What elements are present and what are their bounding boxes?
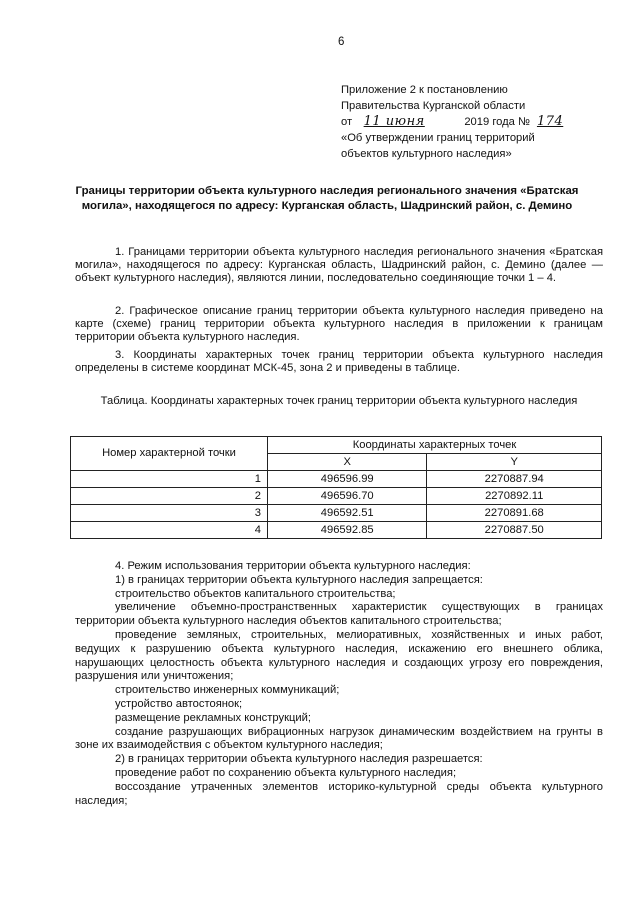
paragraph-3 [75, 349, 603, 375]
handwritten-number: 174 [536, 114, 564, 129]
coord-y: 2270887.50 [427, 522, 602, 539]
appendix-header [341, 82, 626, 162]
list-item: размещение рекламных конструкций; [115, 711, 311, 724]
list-item: строительство инженерных коммуникаций; [115, 684, 340, 697]
point-number: 3 [71, 505, 268, 522]
appendix-line-1: Приложение 2 к постановлению [341, 84, 508, 96]
coord-x: 496596.99 [268, 471, 427, 488]
paragraph-2 [75, 305, 603, 344]
point-number: 4 [71, 522, 268, 539]
coord-y: 2270887.94 [427, 471, 602, 488]
header-x: X [268, 454, 427, 471]
appendix-line-4: «Об утверждении границ территорий [341, 132, 535, 144]
header-y: Y [427, 454, 602, 471]
list-item: увеличение объемно-пространственных характеристик существующих в границах территории объекта культурного наследия объектов капитального строительства; [75, 601, 603, 628]
appendix-date-line [341, 114, 626, 130]
header-coordinates: Координаты характерных точек [268, 437, 602, 454]
list-item: создание разрушающих вибрационных нагрузок динамическим воздействием на грунты в зоне их взаимодействия с объектом культурного наследия; [75, 725, 603, 752]
coord-x: 496592.51 [268, 505, 427, 522]
coordinates-table [70, 436, 602, 539]
coord-x: 496596.70 [268, 488, 427, 505]
header-point-number: Номер характерной точки [71, 437, 268, 471]
list-item: проведение работ по сохранению объекта культурного наследия; [115, 766, 457, 779]
coord-y: 2270891.68 [427, 505, 602, 522]
point-number: 1 [71, 471, 268, 488]
table-row [71, 488, 602, 505]
table-row [71, 522, 602, 539]
regime-allowed-heading: 2) в границах территории объекта культурного наследия разрешается: [115, 753, 483, 766]
table-caption: Таблица. Координаты характерных точек границ территории объекта культурного наследия [100, 395, 578, 407]
paragraph-2-text: 2. Графическое описание границ территории объекта культурного наследия приведено на карте (схеме) границ территории объекта культурного наследия в приложении к границам территории объекта культурного наследия. [75, 305, 603, 343]
coord-x: 496592.85 [268, 522, 427, 539]
coord-y: 2270892.11 [427, 488, 602, 505]
appendix-line-5: объектов культурного наследия» [341, 148, 512, 160]
document-title: Границы территории объекта культурного наследия регионального значения «Братская могила», находящегося по адресу: Курганская область, Шадринский район, с. Демино [75, 185, 579, 212]
point-number: 2 [71, 488, 268, 505]
list-item: строительство объектов капитального строительства; [115, 587, 396, 600]
list-item: устройство автостоянок; [115, 697, 243, 710]
list-item: проведение земляных, строительных, мелиоративных, хозяйственных и иных работ, ведущих к разрушению объекта культурного наследия, искажению его внешнего облика, нарушающих целостность объекта культурного наследия и создающих угрозу его повреждения, разрушения или уничтожения; [75, 628, 603, 683]
paragraph-1-text: 1. Границами территории объекта культурного наследия регионального значения «Братская могила», находящегося по адресу: Курганская область, Шадринский район, с. Демино (далее — объект культурного наследия), являются линии, последовательно соединяющие точки 1 – 4. [75, 246, 603, 284]
list-item: воссоздание утраченных элементов историко-культурной среды объекта культурного наследия; [75, 780, 603, 807]
regime-heading: 4. Режим использования территории объекта культурного наследия: [115, 560, 471, 572]
usage-regime [75, 560, 603, 808]
appendix-from: от [341, 116, 353, 128]
paragraph-3-text: 3. Координаты характерных точек границ территории объекта культурного наследия определены в системе координат МСК-45, зона 2 и приведены в таблице. [75, 349, 603, 374]
regime-prohibited-heading: 1) в границах территории объекта культурного наследия запрещается: [115, 573, 483, 586]
paragraph-1 [75, 246, 603, 285]
table-row [71, 471, 602, 488]
appendix-year: 2019 года № [464, 116, 530, 128]
appendix-line-2: Правительства Курганской области [341, 100, 526, 112]
table-row [71, 505, 602, 522]
page-number: 6 [338, 36, 345, 48]
handwritten-date: 11 июня [363, 114, 425, 129]
